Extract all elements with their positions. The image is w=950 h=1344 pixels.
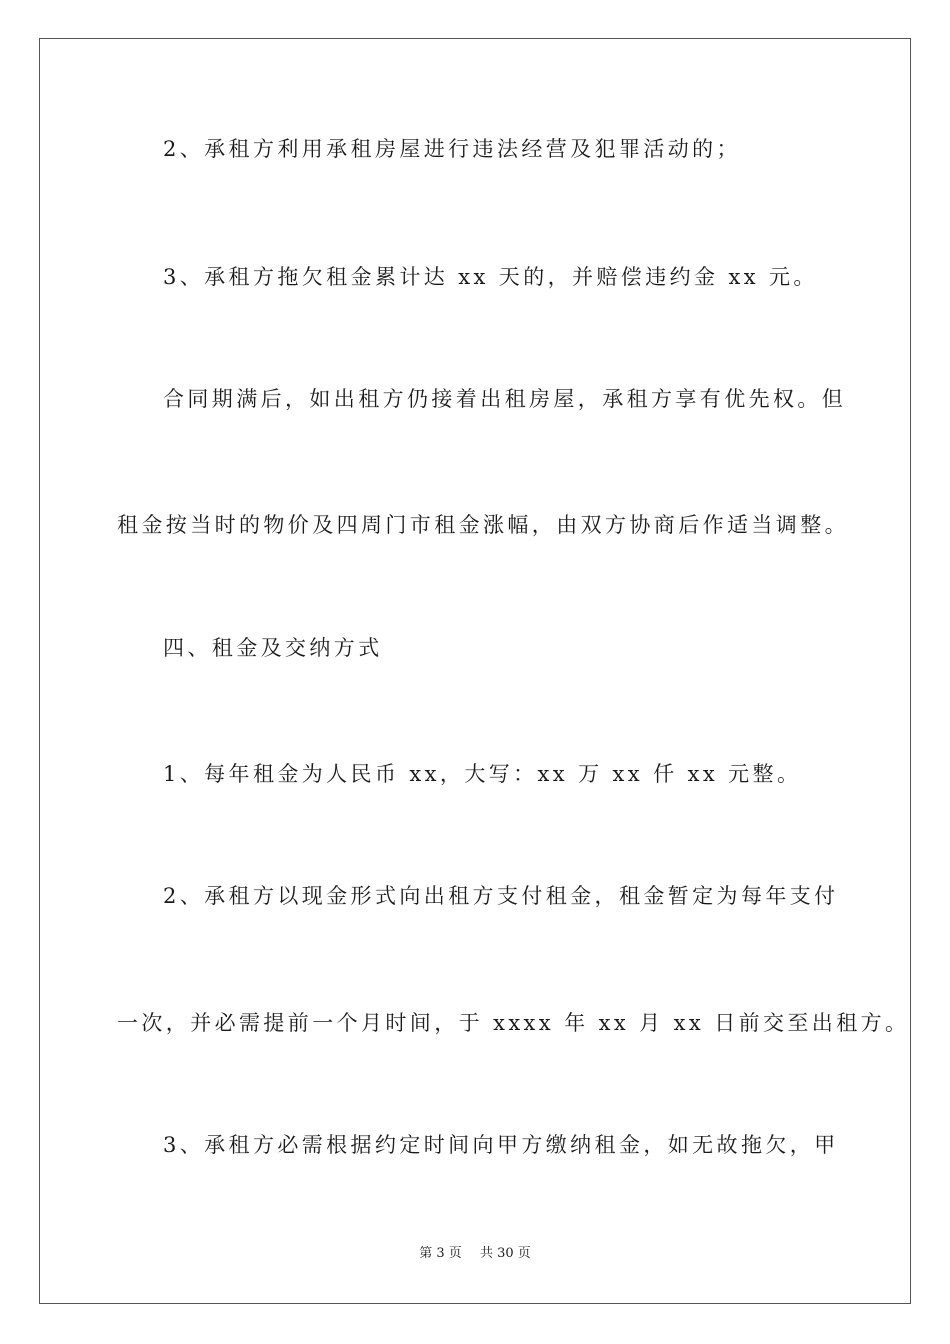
page-number: 第 3 页 [419,1246,462,1261]
clause-line: 3、承租方必需根据约定时间向甲方缴纳租金，如无故拖欠，甲 [163,1133,839,1157]
clause-line: 2、承租方以现金形式向出租方支付租金，租金暂定为每年支付 [163,884,839,908]
clause-line: 2、承租方利用承租房屋进行违法经营及犯罪活动的； [163,137,741,161]
page-total: 共 30 页 [479,1246,531,1261]
section-heading: 四、租金及交纳方式 [163,636,383,660]
paragraph-line: 租金按当时的物价及四周门市租金涨幅，由双方协商后作适当调整。 [117,513,849,537]
page-footer [0,1245,950,1263]
clause-line: 1、每年租金为人民币 xx，大写：xx 万 xx 仟 xx 元整。 [163,762,802,786]
page-border [39,38,911,1304]
clause-line: 一次，并必需提前一个月时间，于 xxxx 年 xx 月 xx 日前交至出租方。 [117,1011,910,1035]
paragraph-line: 合同期满后，如出租方仍接着出租房屋，承租方享有优先权。但 [163,387,847,411]
clause-line: 3、承租方拖欠租金累计达 xx 天的，并赔偿违约金 xx 元。 [163,265,818,289]
